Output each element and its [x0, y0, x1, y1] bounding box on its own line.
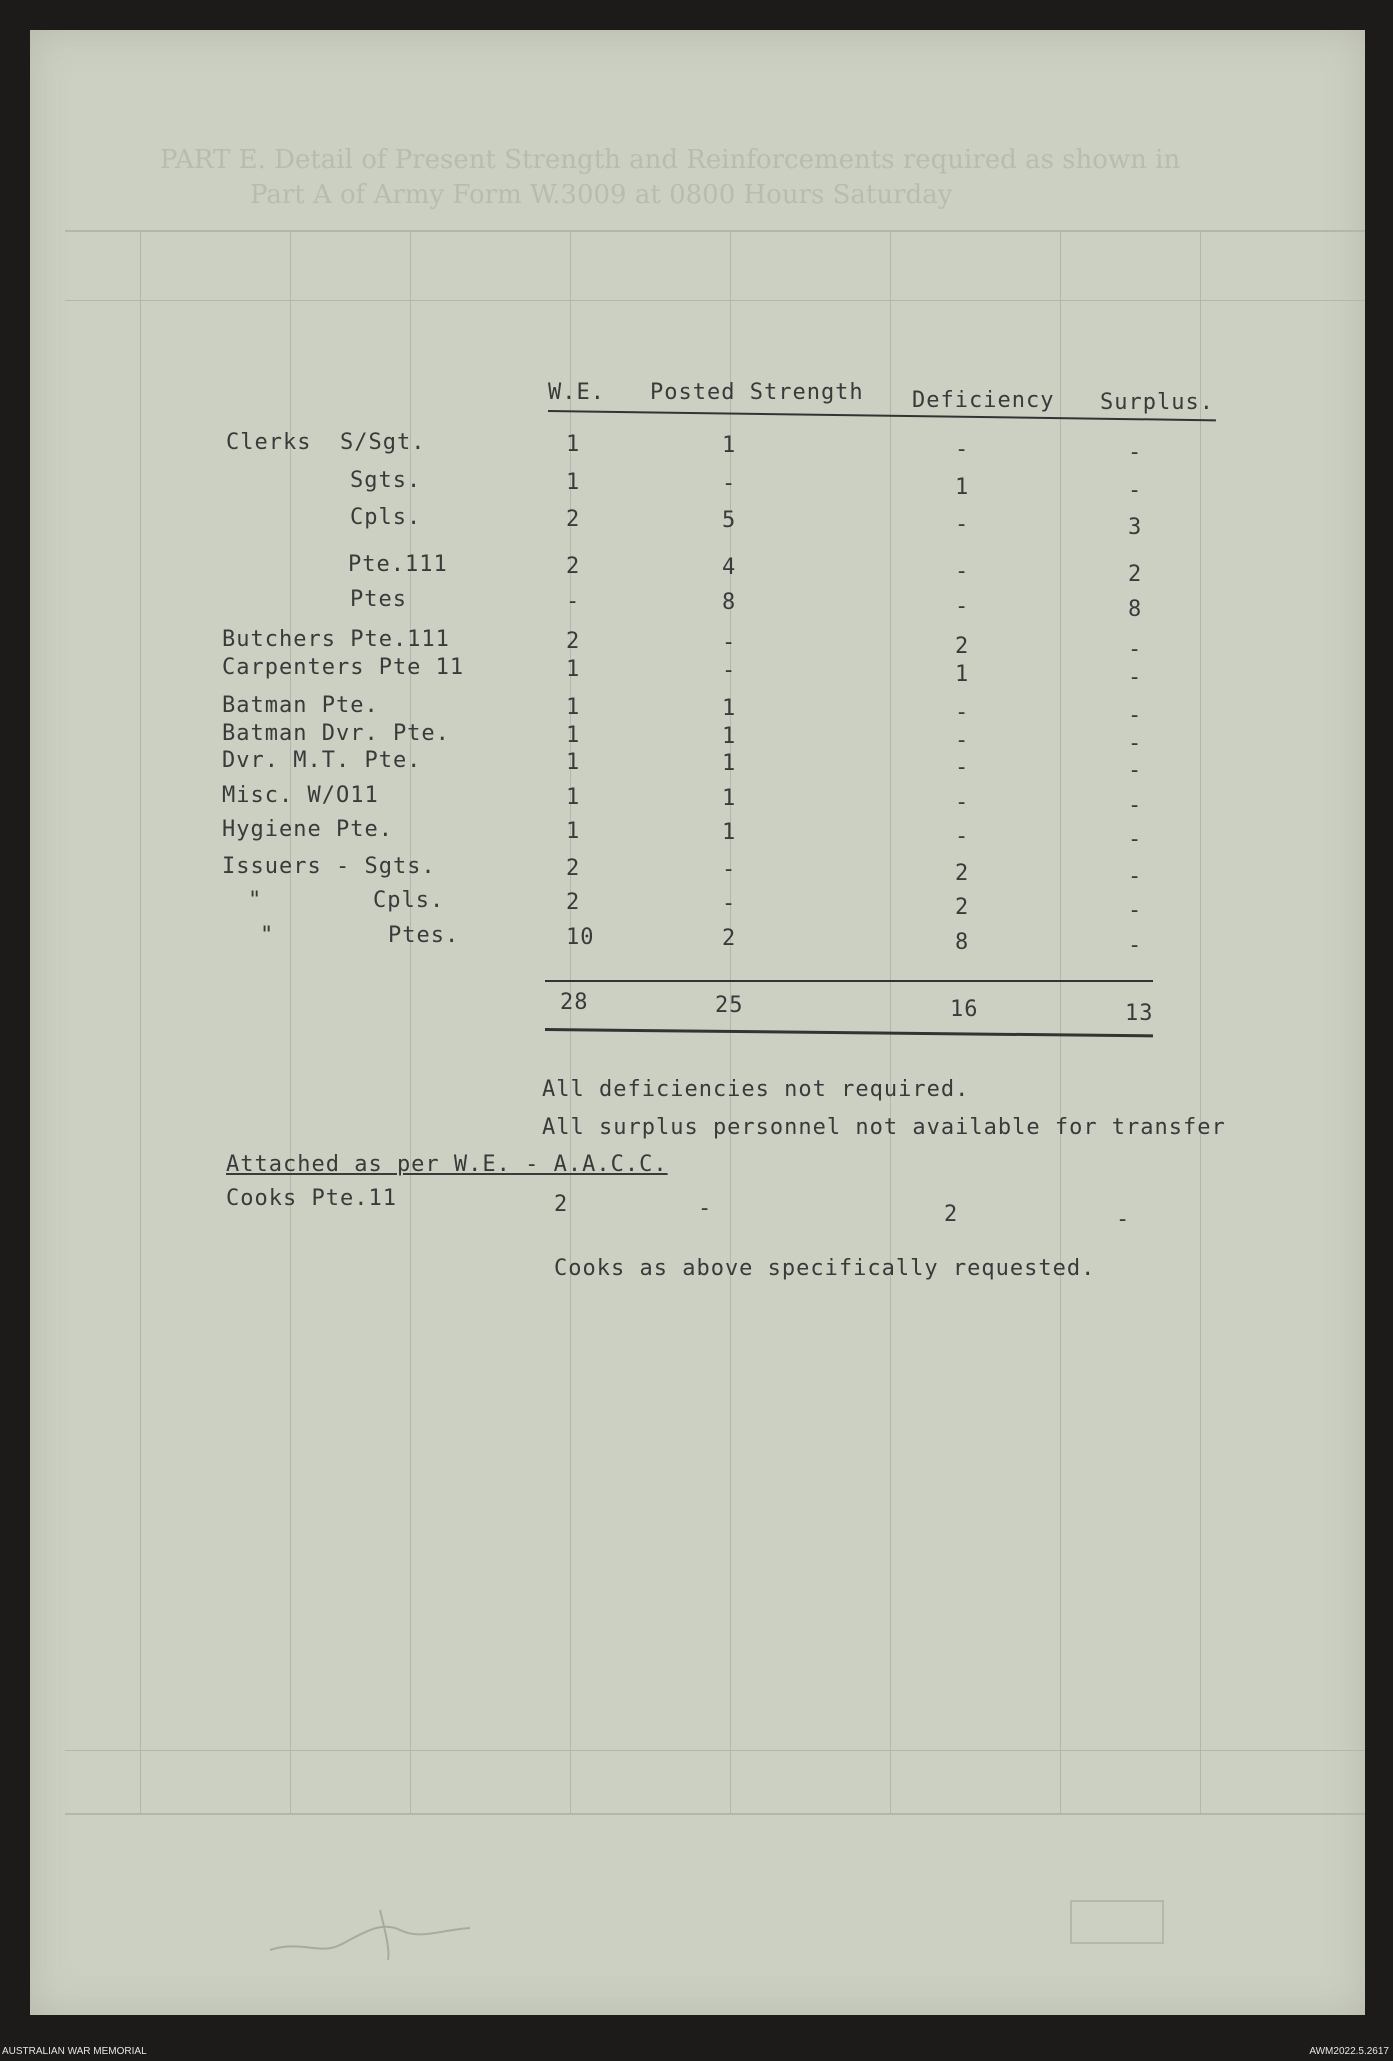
row-we: 1 [566, 695, 581, 720]
row-label: Hygiene Pte. [222, 817, 393, 842]
row-surplus: 8 [1128, 597, 1143, 622]
row-deficiency: - [955, 790, 970, 815]
row-we: 2 [566, 507, 581, 532]
row-surplus: - [1128, 703, 1143, 728]
total-we: 28 [560, 990, 589, 1015]
total-surplus: 13 [1125, 1001, 1154, 1026]
row-surplus: - [1128, 731, 1143, 756]
header-we: W.E. [548, 380, 605, 405]
row-deficiency: 2 [955, 634, 970, 659]
header-surplus: Surplus. [1100, 390, 1214, 415]
row-we: 2 [566, 890, 581, 915]
row-we: 1 [566, 723, 581, 748]
cooks-we: 2 [554, 1192, 569, 1217]
row-deficiency: 8 [955, 930, 970, 955]
row-deficiency: - [955, 512, 970, 537]
cooks-deficiency: 2 [944, 1202, 959, 1227]
form-line [140, 230, 141, 1813]
row-surplus: - [1128, 637, 1143, 662]
row-posted: - [722, 630, 737, 655]
row-surplus: - [1128, 898, 1143, 923]
row-label: Dvr. M.T. Pte. [222, 748, 422, 773]
row-rank: Sgts. [350, 468, 422, 493]
row-we: 1 [566, 657, 581, 682]
row-deficiency: - [955, 824, 970, 849]
header-posted-strength: Posted Strength [650, 380, 864, 405]
row-rank: Ptes [350, 587, 407, 612]
note-surplus: All surplus personnel not available for transfer [542, 1115, 1226, 1140]
row-posted: 1 [722, 751, 737, 776]
row-posted: 2 [722, 926, 737, 951]
row-label: " [260, 923, 275, 948]
row-rank: Cpls. [373, 888, 445, 913]
row-rank: Pte.111 [348, 552, 448, 577]
row-deficiency: 1 [955, 662, 970, 687]
row-deficiency: - [955, 437, 970, 462]
form-line [890, 230, 891, 1813]
row-deficiency: 2 [955, 895, 970, 920]
row-posted: 4 [722, 555, 737, 580]
form-line [1060, 230, 1061, 1813]
total-posted: 25 [715, 993, 744, 1018]
footer-reference: AWM2022.5.2617 [1309, 2046, 1389, 2057]
row-label: Misc. W/O11 [222, 783, 379, 808]
form-line [65, 1813, 1365, 1815]
row-we: 1 [566, 432, 581, 457]
row-surplus: - [1128, 478, 1143, 503]
document-page [30, 30, 1365, 2015]
row-surplus: 2 [1128, 562, 1143, 587]
form-line [290, 230, 291, 1813]
cooks-surplus: - [1116, 1207, 1131, 1232]
row-deficiency: - [955, 594, 970, 619]
row-posted: 1 [722, 433, 737, 458]
row-label: Clerks [226, 430, 312, 455]
row-deficiency: - [955, 700, 970, 725]
row-posted: 1 [722, 786, 737, 811]
cooks-label: Cooks Pte.11 [226, 1186, 397, 1211]
form-line [570, 230, 571, 1813]
row-posted: - [722, 857, 737, 882]
total-deficiency: 16 [950, 997, 979, 1022]
row-surplus: - [1128, 440, 1143, 465]
row-posted: - [722, 891, 737, 916]
bleed-through-heading: PART E. Detail of Present Strength and Reinforcements required as shown in [160, 145, 1181, 175]
row-we: 2 [566, 554, 581, 579]
form-line [730, 230, 731, 1813]
form-line [65, 230, 1365, 232]
form-line [1200, 230, 1201, 1813]
row-deficiency: 2 [955, 861, 970, 886]
row-surplus: 3 [1128, 515, 1143, 540]
row-posted: 1 [722, 820, 737, 845]
row-surplus: - [1128, 758, 1143, 783]
row-deficiency: - [955, 755, 970, 780]
row-label: Butchers Pte.111 [222, 627, 450, 652]
row-we: 2 [566, 856, 581, 881]
row-label: Issuers - Sgts. [222, 854, 436, 879]
row-surplus: - [1128, 864, 1143, 889]
row-label: Batman Dvr. Pte. [222, 721, 450, 746]
total-rule-top [545, 980, 1153, 982]
row-posted: 1 [722, 724, 737, 749]
row-deficiency: - [955, 559, 970, 584]
row-rank: S/Sgt. [340, 430, 426, 455]
row-deficiency: - [955, 728, 970, 753]
row-posted: - [722, 471, 737, 496]
form-line [65, 1750, 1365, 1751]
row-we: 1 [566, 819, 581, 844]
row-we: 2 [566, 629, 581, 654]
row-we: - [566, 589, 581, 614]
row-deficiency: 1 [955, 475, 970, 500]
row-posted: 8 [722, 590, 737, 615]
stamp-mark [1070, 1900, 1164, 1944]
header-deficiency: Deficiency [912, 388, 1055, 413]
bleed-through-subheading: Part A of Army Form W.3009 at 0800 Hours Saturday [250, 180, 953, 210]
row-surplus: - [1128, 793, 1143, 818]
note-deficiencies: All deficiencies not required. [542, 1077, 970, 1102]
cooks-posted: - [698, 1196, 713, 1221]
row-rank: Ptes. [388, 923, 460, 948]
row-posted: 5 [722, 508, 737, 533]
row-posted: 1 [722, 696, 737, 721]
row-we: 1 [566, 785, 581, 810]
row-we: 1 [566, 750, 581, 775]
row-we: 1 [566, 470, 581, 495]
form-line [65, 300, 1365, 301]
row-posted: - [722, 658, 737, 683]
row-rank: Cpls. [350, 505, 422, 530]
cooks-note: Cooks as above specifically requested. [554, 1256, 1096, 1281]
row-surplus: - [1128, 665, 1143, 690]
row-label: " [248, 888, 263, 913]
row-surplus: - [1128, 827, 1143, 852]
row-label: Batman Pte. [222, 693, 379, 718]
row-surplus: - [1128, 933, 1143, 958]
row-label: Carpenters Pte 11 [222, 655, 465, 680]
attached-heading: Attached as per W.E. - A.A.C.C. [226, 1152, 668, 1177]
signature-mark [260, 1900, 490, 1970]
row-we: 10 [566, 925, 595, 950]
footer-archive: AUSTRALIAN WAR MEMORIAL [2, 2046, 147, 2057]
